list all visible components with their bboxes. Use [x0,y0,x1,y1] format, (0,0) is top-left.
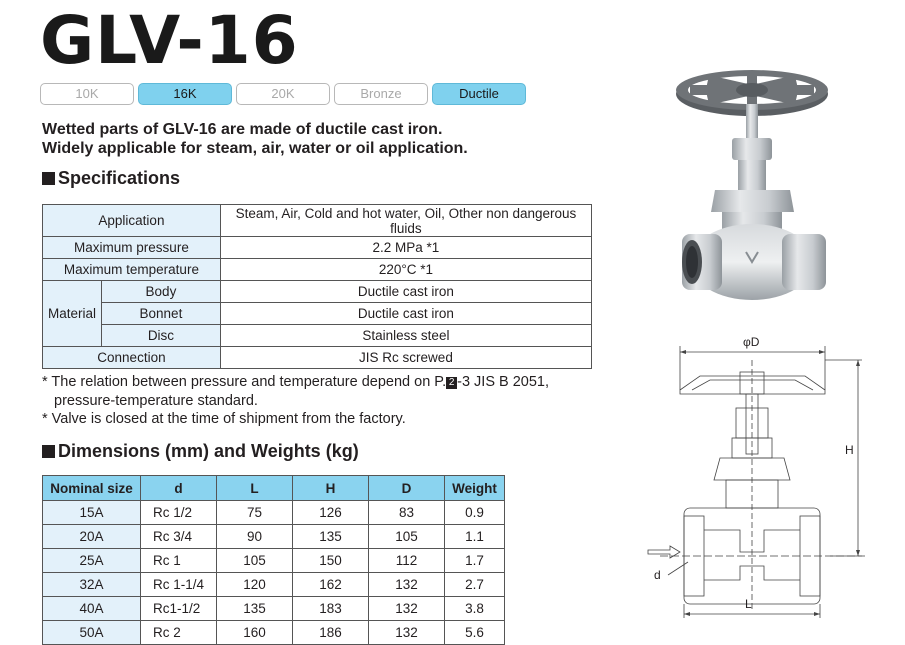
label-l: L [745,597,752,611]
column-header: Weight [445,476,505,501]
page-number-badge: 2 [446,377,457,389]
cell-nominal-size: 50A [43,621,141,645]
cell-diameter: 132 [369,573,445,597]
square-bullet-icon [42,172,55,185]
cell-weight: 2.7 [445,573,505,597]
footnote-1-text-a: * The relation between pressure and temperature depend on P. [42,374,447,390]
cell-diameter: 105 [369,525,445,549]
cell-weight: 3.8 [445,597,505,621]
cell-d: Rc 3/4 [141,525,217,549]
tab-20k[interactable]: 20K [236,83,330,105]
spec-value-disc: Stainless steel [220,325,591,347]
spec-value-bonnet: Ductile cast iron [220,303,591,325]
dimensions-heading-text: Dimensions (mm) and Weights (kg) [58,441,359,461]
label-phi-d: φD [743,335,760,349]
cell-h: 135 [293,525,369,549]
spec-label-bonnet: Bonnet [102,303,221,325]
spec-value-max-pressure: 2.2 MPa *1 [220,237,591,259]
intro-line-1: Wetted parts of GLV-16 are made of ductile cast iron. [42,121,443,138]
cell-d: Rc1-1/2 [141,597,217,621]
spec-label-max-temperature: Maximum temperature [43,259,221,281]
table-row [43,549,505,573]
column-header: Nominal size [43,476,141,501]
table-row [43,525,505,549]
spec-label-connection: Connection [43,347,221,369]
table-row [43,621,505,645]
cell-h: 183 [293,597,369,621]
product-title: GLV-16 [40,2,299,79]
cell-weight: 5.6 [445,621,505,645]
cell-l: 75 [217,501,293,525]
tab-bronze[interactable]: Bronze [334,83,428,105]
column-header: d [141,476,217,501]
table-row [43,573,505,597]
cell-diameter: 83 [369,501,445,525]
tab-10k[interactable]: 10K [40,83,134,105]
spec-label-max-pressure: Maximum pressure [43,237,221,259]
cell-diameter: 112 [369,549,445,573]
table-row [43,597,505,621]
cell-diameter: 132 [369,597,445,621]
dimensions-header-row [43,476,505,501]
cell-weight: 1.7 [445,549,505,573]
spec-value-application: Steam, Air, Cold and hot water, Oil, Other non dangerous fluids [220,205,591,237]
column-header: L [217,476,293,501]
footnote-1-text-b: -3 JIS B 2051, [457,374,550,390]
dimensions-heading [42,441,359,462]
cell-l: 105 [217,549,293,573]
cell-weight: 1.1 [445,525,505,549]
column-header: H [293,476,369,501]
spec-label-disc: Disc [102,325,221,347]
spec-value-body: Ductile cast iron [220,281,591,303]
square-bullet-icon [42,445,55,458]
footnote-1-text-c: pressure-temperature standard. [54,393,258,409]
cell-h: 150 [293,549,369,573]
cell-d: Rc 1 [141,549,217,573]
spec-label-material: Material [43,281,102,347]
label-d: d [654,568,661,582]
column-header: D [369,476,445,501]
cell-d: Rc 2 [141,621,217,645]
valve-photo [660,62,845,322]
cell-nominal-size: 40A [43,597,141,621]
specifications-heading [42,168,180,189]
tab-16k[interactable]: 16K [138,83,232,105]
cell-nominal-size: 32A [43,573,141,597]
spec-label-body: Body [102,281,221,303]
intro-text [42,120,468,158]
cell-h: 162 [293,573,369,597]
cell-nominal-size: 15A [43,501,141,525]
intro-line-2: Widely applicable for steam, air, water or oil application. [42,140,468,157]
category-tabs [40,83,526,105]
footnote-1 [42,373,549,411]
cell-h: 186 [293,621,369,645]
spec-value-connection: JIS Rc screwed [220,347,591,369]
dimensions-table [42,475,505,645]
cell-d: Rc 1/2 [141,501,217,525]
specifications-heading-text: Specifications [58,168,181,188]
spec-label-application: Application [43,205,221,237]
spec-value-max-temperature: 220°C *1 [220,259,591,281]
cell-l: 160 [217,621,293,645]
footnote-2: * Valve is closed at the time of shipment from the factory. [42,411,406,427]
table-row [43,501,505,525]
cell-diameter: 132 [369,621,445,645]
tab-ductile[interactable]: Ductile [432,83,526,105]
cell-nominal-size: 25A [43,549,141,573]
cell-l: 135 [217,597,293,621]
cell-d: Rc 1-1/4 [141,573,217,597]
valve-dimension-drawing [640,330,885,620]
label-h: H [845,443,854,457]
cell-h: 126 [293,501,369,525]
cell-weight: 0.9 [445,501,505,525]
cell-l: 90 [217,525,293,549]
cell-nominal-size: 20A [43,525,141,549]
specifications-table [42,204,592,369]
cell-l: 120 [217,573,293,597]
